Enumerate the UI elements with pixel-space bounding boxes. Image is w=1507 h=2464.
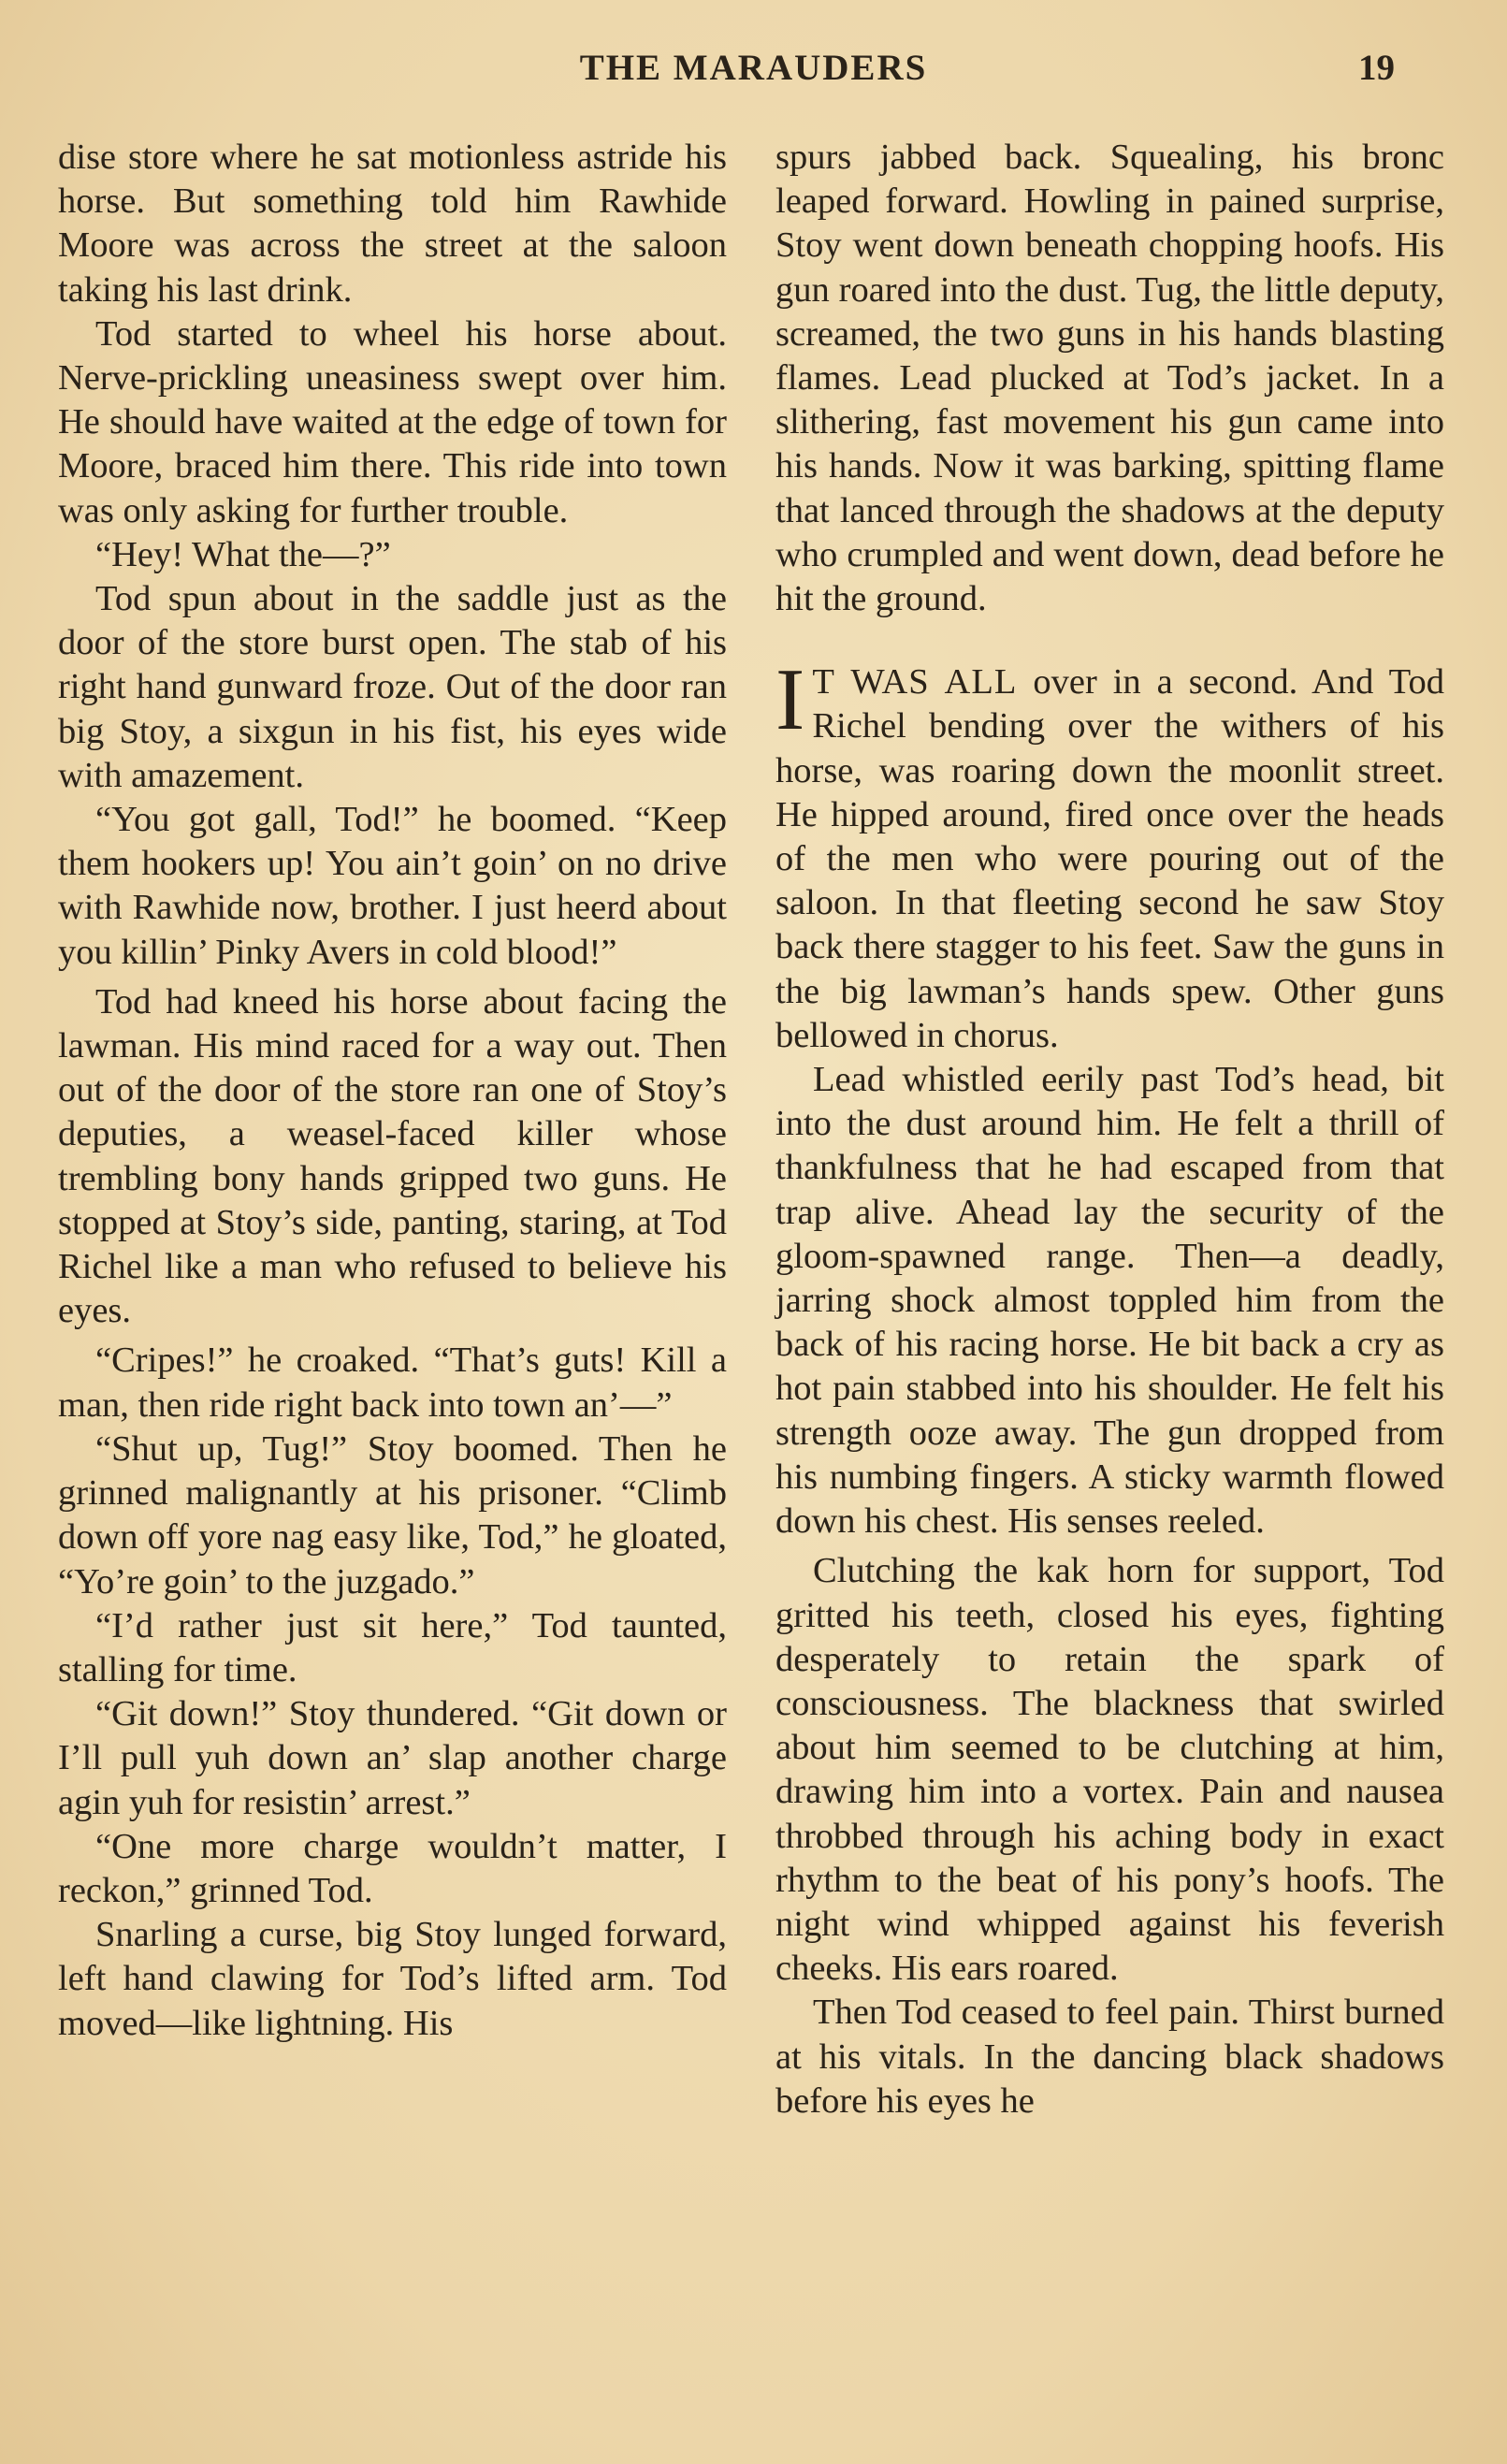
paragraph: “Git down!” Stoy thundered. “Git down or I’ll pull yuh down an’ slap another charge agin yuh for resistin’ arrest.” xyxy=(58,1694,727,1822)
paragraph: “I’d rather just sit here,” Tod taunted, stalling for time. xyxy=(58,1605,727,1689)
drop-cap: I xyxy=(775,651,805,749)
paragraph: Tod had kneed his horse about facing the lawman. His mind raced for a way out. Then out of the door of the store ran one of Stoy’s deputies, a weasel-faced killer whose trembling bony hands gripped two guns. He stopped at Stoy’s side, panting, staring, at Tod Richel like a man who refused to believe his eyes. xyxy=(58,981,727,1331)
paragraph: Clutching the kak horn for support, Tod gritted his teeth, closed his eyes, fighting desperately to retain the spark of consciousness. The blackness that swirled about him seemed to be clutching at him, drawing him into a vortex. Pain and nausea throbbed through his aching body in exact rhythm to the beat of his pony’s hoofs. The night wind whipped against his feverish cheeks. His ears roared. xyxy=(775,1551,1444,1989)
paragraph: Then Tod ceased to feel pain. Thirst burned at his vitals. In the dancing black shadows before his eyes he xyxy=(775,1993,1444,2121)
section-opening-paragraph xyxy=(775,651,1444,1058)
paragraph: “Shut up, Tug!” Stoy boomed. Then he grinned malignantly at his prisoner. “Climb down off yore nag easy like, Tod,” he gloated, “Yo’re goin’ to the juzgado.” xyxy=(58,1428,727,1602)
paragraph: “Hey! What the—?” xyxy=(95,534,391,574)
page-header xyxy=(0,47,1507,103)
page-number: 19 xyxy=(1358,48,1395,88)
paragraph: spurs jabbed back. Squealing, his bronc leaped forward. Howling in pained surprise, Stoy went down beneath chopping hoofs. His gun roared into the dust. Tug, the little deputy, screamed, the two guns in his hands blasting flames. Lead plucked at Tod’s jacket. In a slithering, fast movement his gun came into his hands. Now it was barking, spitting flame that lanced through the shadows at the deputy who crumpled and went down, dead before he hit the ground. xyxy=(775,138,1444,619)
paragraph: “Cripes!” he croaked. “That’s guts! Kill a man, then ride right back into town an’—” xyxy=(58,1341,727,1425)
paragraph: “One more charge wouldn’t matter, I reckon,” grinned Tod. xyxy=(58,1826,727,1910)
paragraph: Snarling a curse, big Stoy lunged forward, left hand clawing for Tod’s lifted arm. Tod moved—like lightning. His xyxy=(58,1915,727,2043)
paragraph: “You got gall, Tod!” he boomed. “Keep them hookers up! You ain’t goin’ on no drive with Rawhide now, brother. I just heerd about you killin’ Pinky Avers in cold blood!” xyxy=(58,800,727,972)
paragraph: Tod started to wheel his horse about. Nerve-prickling uneasiness swept over him. He should have waited at the edge of town for Moore, braced him there. This ride into town was only asking for further trouble. xyxy=(58,313,727,530)
paragraph: dise store where he sat motionless astride his horse. But something told him Rawhide Moore was across the street at the saloon taking his last drink. xyxy=(58,138,727,310)
paragraph: Tod spun about in the saddle just as the door of the store burst open. The stab of his right hand gunward froze. Out of the door ran big Stoy, a sixgun in his fist, his eyes wide with amazement. xyxy=(58,579,727,795)
section-lead-text: over in a second. And Tod Richel bending over the withers of his horse, was roaring down the moonlit street. He hipped around, fired once over the heads of the men who were pouring out of the saloon. In that fleeting second he saw Stoy back there stagger to his feet. Saw the guns in the big lawman’s hands spew. Other guns bellowed in chorus. xyxy=(775,662,1444,1055)
section-lead-caps: T WAS ALL xyxy=(812,662,1018,703)
left-column xyxy=(58,136,727,2046)
right-column xyxy=(775,136,1444,2123)
paragraph: Lead whistled eerily past Tod’s head, bit into the dust around him. He felt a thrill of thankfulness that he had escaped from that trap alive. Ahead lay the security of the gloom-spawned range. Then—a deadly, jarring shock almost toppled him from the back of his racing horse. He bit back a cry as hot pain stabbed into his shoulder. He felt his strength ooze away. The gun dropped from his numbing fingers. A sticky warmth flowed down his chest. His senses reeled. xyxy=(775,1060,1444,1542)
running-title: THE MARAUDERS xyxy=(579,48,928,88)
